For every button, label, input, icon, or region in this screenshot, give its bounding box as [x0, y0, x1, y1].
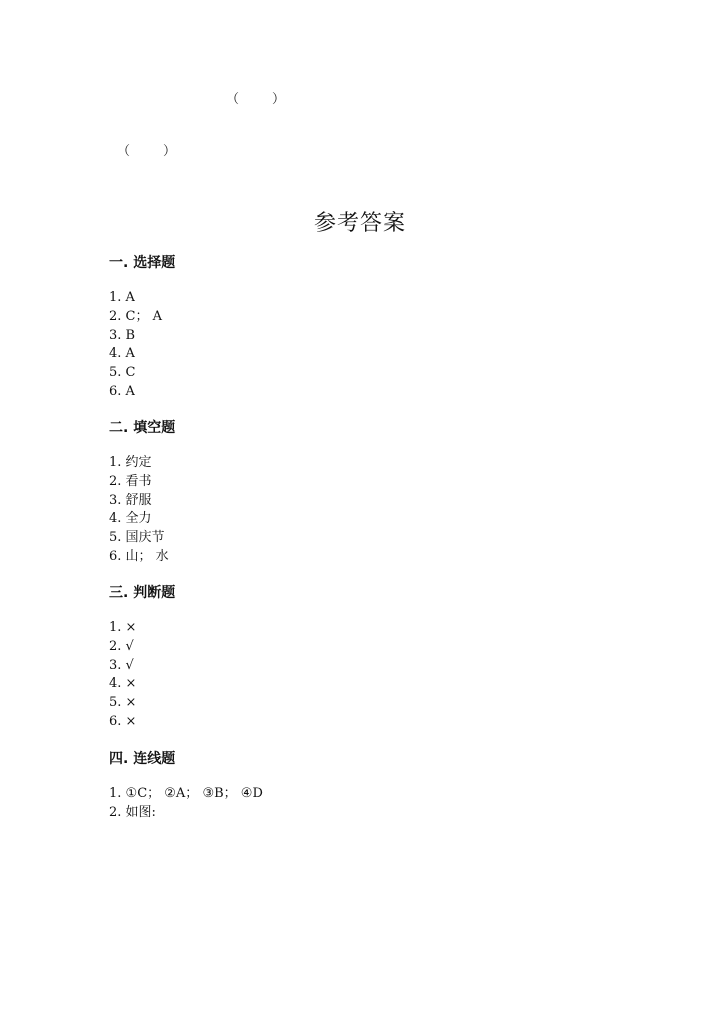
section-true-false [109, 583, 629, 732]
section-title: 一. 选择题 [109, 255, 176, 271]
answer-item: 2. 如图: [109, 804, 156, 820]
answer-item: 1. ①C； ②A； ③B； ④D [109, 786, 263, 801]
answer-item: 3. 舒服 [109, 492, 152, 508]
section-title: 二. 填空题 [109, 420, 176, 436]
answer-blank-parentheses: （ ） [117, 144, 177, 159]
section-multiple-choice [109, 253, 629, 402]
answer-item: 4. A [109, 346, 135, 362]
answer-item: 2. 看书 [109, 473, 152, 489]
answer-item: 5. 国庆节 [109, 530, 165, 546]
answer-item: 2. √ [109, 638, 134, 654]
answer-list [109, 785, 629, 823]
section-matching [109, 749, 629, 823]
answer-item: 6. A [109, 383, 135, 399]
answer-item: 3. B [109, 327, 136, 343]
answer-item: 6. 山； 水 [109, 548, 169, 564]
answer-item: 1. 约定 [109, 455, 152, 470]
answer-item: 4. 全力 [109, 511, 152, 527]
answer-item: 3. √ [109, 657, 134, 673]
answer-item: 5. × [109, 695, 137, 711]
answer-item: 1. A [109, 290, 135, 305]
answer-item: 2. C； A [109, 308, 163, 324]
section-fill-in-blank [109, 418, 629, 567]
answer-item: 4. × [109, 676, 137, 692]
answer-list [109, 619, 629, 732]
answer-item: 1. × [109, 620, 137, 635]
answer-item: 5. C [109, 365, 136, 381]
answer-list [109, 289, 629, 402]
answer-list [109, 454, 629, 567]
section-title: 三. 判断题 [109, 585, 176, 601]
answer-blank-parentheses: （ ） [226, 92, 286, 107]
answer-item: 6. × [109, 713, 137, 729]
page-title: 参考答案 [313, 211, 406, 236]
section-title: 四. 连线题 [109, 751, 176, 767]
